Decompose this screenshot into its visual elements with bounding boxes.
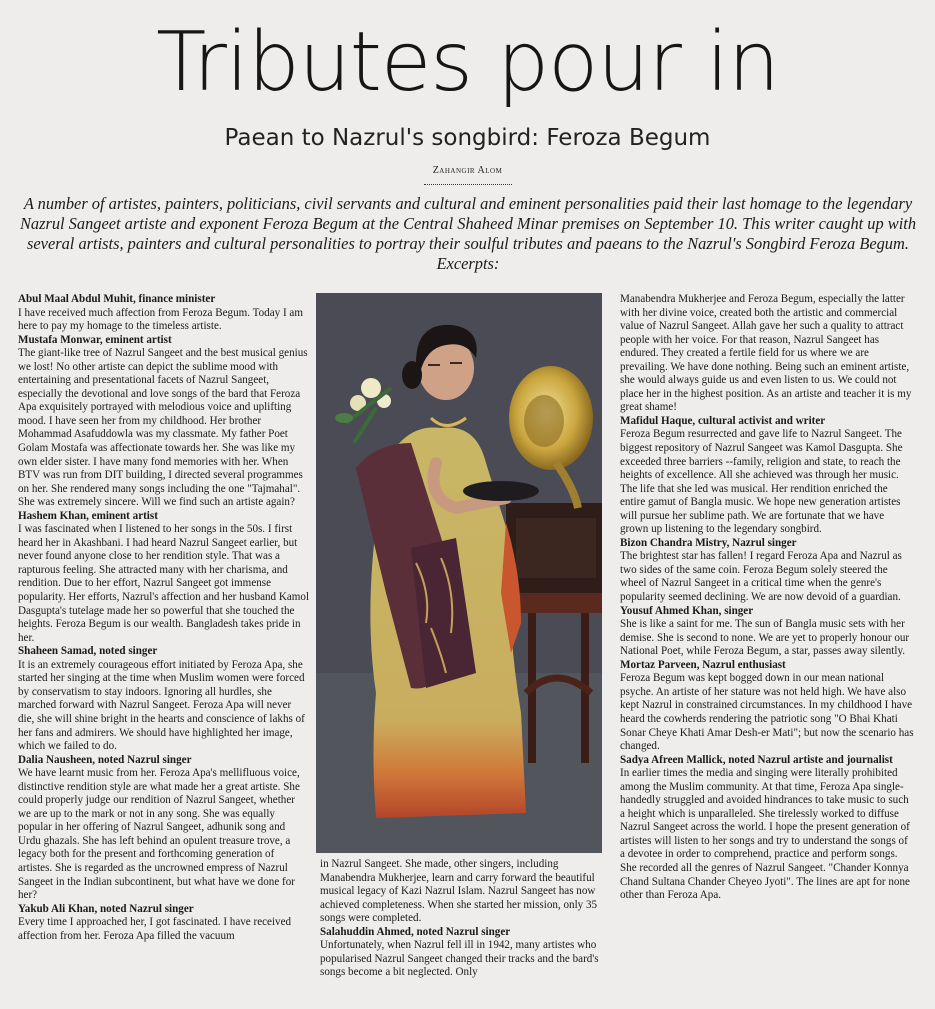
speaker-name: Abul Maal Abdul Muhit, finance minister — [18, 293, 216, 305]
speaker-name: Salahuddin Ahmed, noted Nazrul singer — [320, 925, 511, 938]
quote-text: It is an extremely courageous effort initiated by Feroza Apa, she started her singing at the time when Muslim women were forced by conservatism to stay indoors. Ignoring all hurdles, she marched forward with Nazrul Sangeet. Feroza Apa will never die, she will shine bright in the hearts and conscience of lakhs of her fans and admirers. We should have highlighted her image, which we failed to do. — [18, 658, 305, 753]
quote-text: Every time I approached her, I got fascinated. I have received affection from her. Feroza Apa filled the vacuum — [18, 916, 292, 942]
quote-text: in Nazrul Sangeet. She made, other singers, including Manabendra Mukherjee, learn and carry forward the beautiful musical legacy of Kazi Nazrul Islam. Nazrul Sangeet has now achieved completeness. When she started her mission, only 35 songs were completed. — [320, 858, 598, 925]
speaker-name: Mafidul Haque, cultural activist and writer — [620, 414, 826, 427]
quote-text: In earlier times the media and singing were literally prohibited among the Muslim community. At that time, Feroza Apa single-handedly struggled and avoided hindrances to take music to such a height which is unparalleled. She tirelessly worked to diffuse Nazrul Sangeet across the world. I hope the present generation of artistes will listen to her songs and try to understand the songs of a devotee in order to comprehend, practice and perform songs. She recorded all the genres of Nazrul Sangeet. "Chander Konnya Chand Sultana Chander Cheyeo Jyoti". The lines are apt for none other than Feroza Apa. — [620, 767, 910, 902]
quote-text: I have received much affection from Feroza Begum. Today I am here to pay my homage to the timeless artiste. — [18, 306, 303, 333]
quote-text: We have learnt music from her. Feroza Apa's mellifluous voice, distinctive rendition style are what made her a great artiste. She could properly judge our rendition of Nazrul Sangeet, whether we are up to the mark or not in any song. She was equally popular in her offering of Nazrul Sangeet, adhunik song and Urdu ghazals. She has left behind an opulent treasure trove, a legacy both for the present and forthcoming generation of artistes. She is regarded as the uncrowned empress of Nazrul Sangeet in the Indian subcontinent, but what have we done for her? — [18, 767, 300, 902]
feroza-begum-photo — [316, 293, 602, 853]
quote-text: Feroza Begum resurrected and gave life to Nazrul Sangeet. The biggest repository of Nazrul Sangeet was Kamol Dasgupta. She exceeded three barriers --family, religion and state, to reach the heights of excellence. All she achieved was through her music. The life that she led was musical. Her rendition enriched the entire gamut of Bangla music. We hope new generation artistes will pursue her sublime path. We are fortunate that we have grown up listening to the legendary songbird. — [620, 428, 903, 536]
speaker-name: Shaheen Samad, noted singer — [18, 645, 158, 658]
article-column-2 — [320, 858, 608, 980]
speaker-name: Mustafa Monwar, eminent artist — [18, 333, 172, 346]
byline-rule — [424, 184, 512, 185]
photo-illustration — [316, 293, 602, 853]
intro-paragraph: A number of artistes, painters, politicians, civil servants and cultural and eminent personalities paid their last homage to the legendary Nazrul Sangeet artiste and exponent Feroza Begum at the Central Shaheed Minar premises on September 10. This writer caught up with several artists, painters and cultural personalities to portray their soulful tributes and paeans to the Nazrul's Songbird Feroza Begum. Excerpts: — [19, 194, 917, 273]
subheadline: Paean to Nazrul's songbird: Feroza Begum — [224, 125, 711, 151]
quote-text: Manabendra Mukherjee and Feroza Begum, especially the latter with her divine voice, created both the artistic and commercial value of Nazrul Sangeet. Allah gave her such a quality to attract people with her voice. For that reason, Nazrul Sangeet has endured. They created a fertile field for us where we are prevailing. We have done nothing. Being such an eminent artiste, she would always guide us and even listen to us. We could not place her in the highest position. As an artiste and teacher it is my great shame! — [620, 293, 912, 414]
quote-text: The giant-like tree of Nazrul Sangeet and the best musical genius we lost! No other artiste can depict the sublime mood with entertaining and presentational facets of Nazrul Sangeet, especially the devotional and love songs of the bard that Feroza Apa exquisitely portrayed with melodious voice and uplifting mood. I have seen her from my childhood. Her brother Mohammad Asafuddowla was my classmate. My father Poet Golam Mostafa was affectionate towards her. She was like my own elder sister. I have many fond memories with her. When BTV was run from DIT building, I directed several programmes on her. She rendered many songs including the one "Tajmahal". She was extremely sincere. Will we find such an artiste again? — [18, 347, 308, 509]
speaker-name: Sadya Afreen Mallick, noted Nazrul artiste and journalist — [620, 753, 893, 766]
quote-text: Feroza Begum was kept bogged down in our mean national psyche. An artiste of her stature was not held high. We have also kept Nazrul in constrained circumstances. In my childhood I have heard the cowherds rendering the patriotic song "O Bhai Khati Sonar Cheye Khati Amar Desh-er Mati"; but now the scenario has changed. — [620, 672, 914, 753]
speaker-name: Hashem Khan, eminent artist — [18, 509, 158, 522]
quote-text: I was fascinated when I listened to her songs in the 50s. I first heard her in Akashbani. I had heard Nazrul Sangeet earlier, but never found anyone close to her rendition style. That was a rapturous feeling. She attracted many with her charisma, and rendition. Due to her effort, Nazrul Sangeet got immense popularity. Her efforts, Nazrul's affection and her husband Kamol Dasgupta's tutelage made her so powerful that she touched the heights. Feroza Begum is our wealth. Bangladesh takes pride in her. — [18, 523, 310, 644]
quote-text: The brightest star has fallen! I regard Feroza Apa and Nazrul as two sides of the same coin. Feroza Begum solely steered the wheel of Nazrul Sangeet in a critical time when the genre's popularity seemed declining. We are now devoid of a guardian. — [620, 550, 902, 604]
article-column-3 — [620, 293, 915, 903]
headline: Tributes pour in — [156, 15, 779, 110]
quote-text: She is like a saint for me. The sun of Bangla music sets with her demise. She is second to none. We are yet to properly honour our National Poet, while Feroza Begum, a star, passes away silently. — [620, 618, 910, 658]
quote-text: Unfortunately, when Nazrul fell ill in 1942, many artistes who popularised Nazrul Sangeet changed their tracks and the bard's songs become a bit neglected. Only — [320, 939, 599, 979]
speaker-name: Bizon Chandra Mistry, Nazrul singer — [620, 536, 797, 549]
speaker-name: Mortaz Parveen, Nazrul enthusiast — [620, 658, 786, 671]
speaker-name: Dalia Nausheen, noted Nazrul singer — [18, 753, 192, 766]
byline: Zahangir Alom — [432, 165, 503, 176]
article-column-1 — [18, 293, 310, 943]
speaker-name: Yousuf Ahmed Khan, singer — [620, 604, 754, 617]
speaker-name: Yakub Ali Khan, noted Nazrul singer — [18, 902, 194, 915]
